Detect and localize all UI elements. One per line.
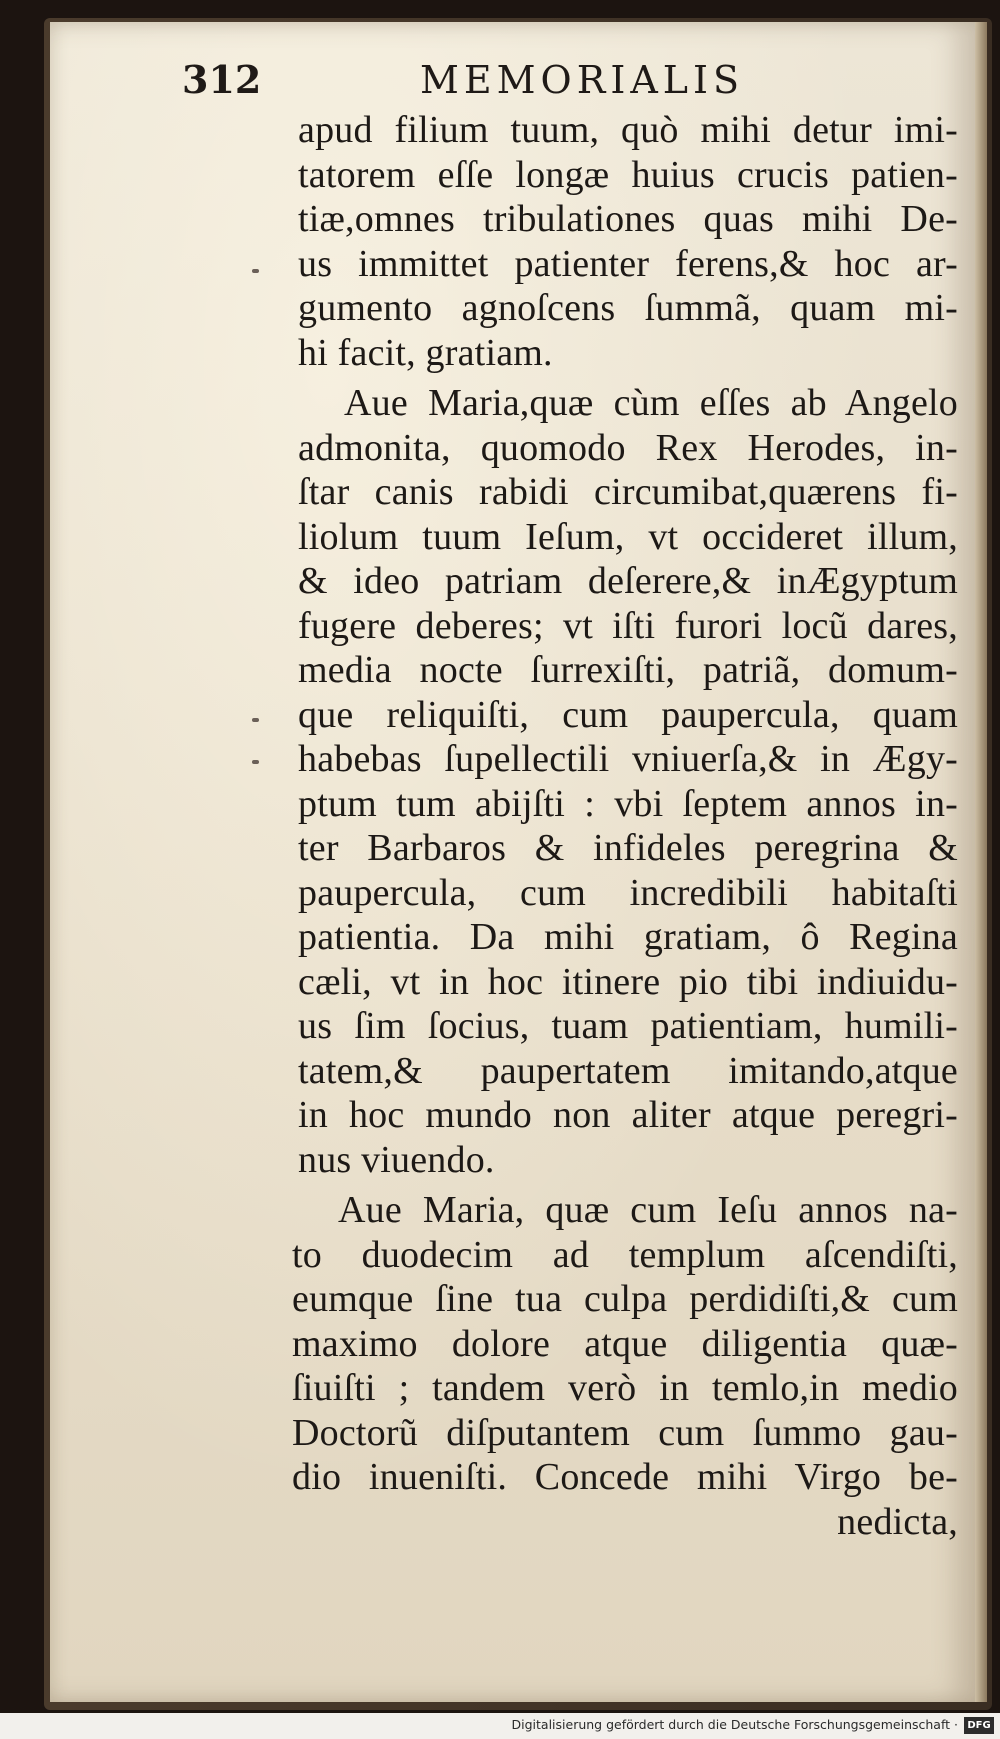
text-line: us immittet patienter ferens,& hoc ar- — [298, 242, 958, 285]
paragraph — [220, 381, 958, 1182]
text-line: hi facit, gratiam. — [298, 331, 553, 374]
digitization-footer — [0, 1713, 1000, 1739]
running-head — [0, 50, 1000, 110]
paragraph — [220, 108, 958, 375]
text-line: nus viuendo. — [298, 1138, 495, 1181]
text-line: us ſim ſocius, tuam patientiam, humili- — [298, 1005, 958, 1047]
text-line: Aue Maria, quæ cum Ieſu annos na- — [338, 1189, 958, 1231]
dfg-logo-icon: DFG — [964, 1717, 994, 1734]
funding-credit: Digitalisierung gefördert durch die Deutsche Forschungsgemeinschaft · — [511, 1717, 958, 1732]
page-number: 312 — [182, 57, 262, 102]
text-line: liolum tuum Ieſum, vt occideret illum, — [298, 515, 958, 558]
page-fore-edge — [975, 22, 987, 1702]
text-line: patientia. Da mihi gratiam, ô Regina — [298, 916, 958, 958]
text-line: Doctorũ diſputantem cum ſummo gau- — [292, 1411, 958, 1454]
main-text — [220, 108, 958, 1544]
text-line: tatorem eſſe longæ huius crucis patien- — [298, 153, 958, 196]
text-line: admonita, quomodo Rex Herodes, in- — [298, 426, 958, 469]
text-line: ſiuiſti ; tandem verò in temlo,in medio — [292, 1367, 958, 1409]
text-line: media nocte ſurrexiſti, patriã, domum- — [298, 649, 958, 691]
text-line: tiæ,omnes tribulationes quas mihi De- — [298, 198, 958, 240]
text-line: cæli, vt in hoc itinere pio tibi indiuidu- — [298, 960, 958, 1003]
text-line: Aue Maria,quæ cùm eſſes ab Angelo — [344, 382, 958, 424]
text-line: ter Barbaros & infideles peregrina & — [298, 827, 958, 869]
text-line: fugere deberes; vt iſti furori locũ dares, — [298, 604, 958, 647]
text-line: que reliquiſti, cum paupercula, quam — [298, 693, 958, 736]
text-line: eumque ſine tua culpa perdidiſti,& cum — [292, 1278, 958, 1320]
text-line: ptum tum abijſti : vbi ſeptem annos in- — [298, 782, 958, 825]
text-line: habebas ſupellectili vniuerſa,& in Ægy- — [298, 738, 958, 780]
text-line: ſtar canis rabidi circumibat,quærens fi- — [298, 471, 958, 513]
text-line: in hoc mundo non aliter atque peregri- — [298, 1094, 958, 1136]
catchword: nedicta, — [837, 1500, 958, 1543]
paragraph — [220, 1188, 958, 1544]
text-line: paupercula, cum incredibili habitaſti — [298, 871, 958, 914]
text-line: gumento agnoſcens ſummã, quam mi- — [298, 287, 958, 329]
text-line: apud filium tuum, quò mihi detur imi- — [298, 109, 958, 151]
running-title: MEMORIALIS — [420, 58, 745, 102]
text-line: dio inueniſti. Concede mihi Virgo be- — [292, 1456, 958, 1498]
text-line: maximo dolore atque diligentia quæ- — [292, 1322, 958, 1365]
text-line: tatem,& paupertatem imitando,atque — [298, 1049, 958, 1092]
text-line: & ideo patriam deſerere,& inÆgyptum — [298, 560, 958, 602]
text-line: to duodecim ad templum aſcendiſti, — [292, 1233, 958, 1276]
